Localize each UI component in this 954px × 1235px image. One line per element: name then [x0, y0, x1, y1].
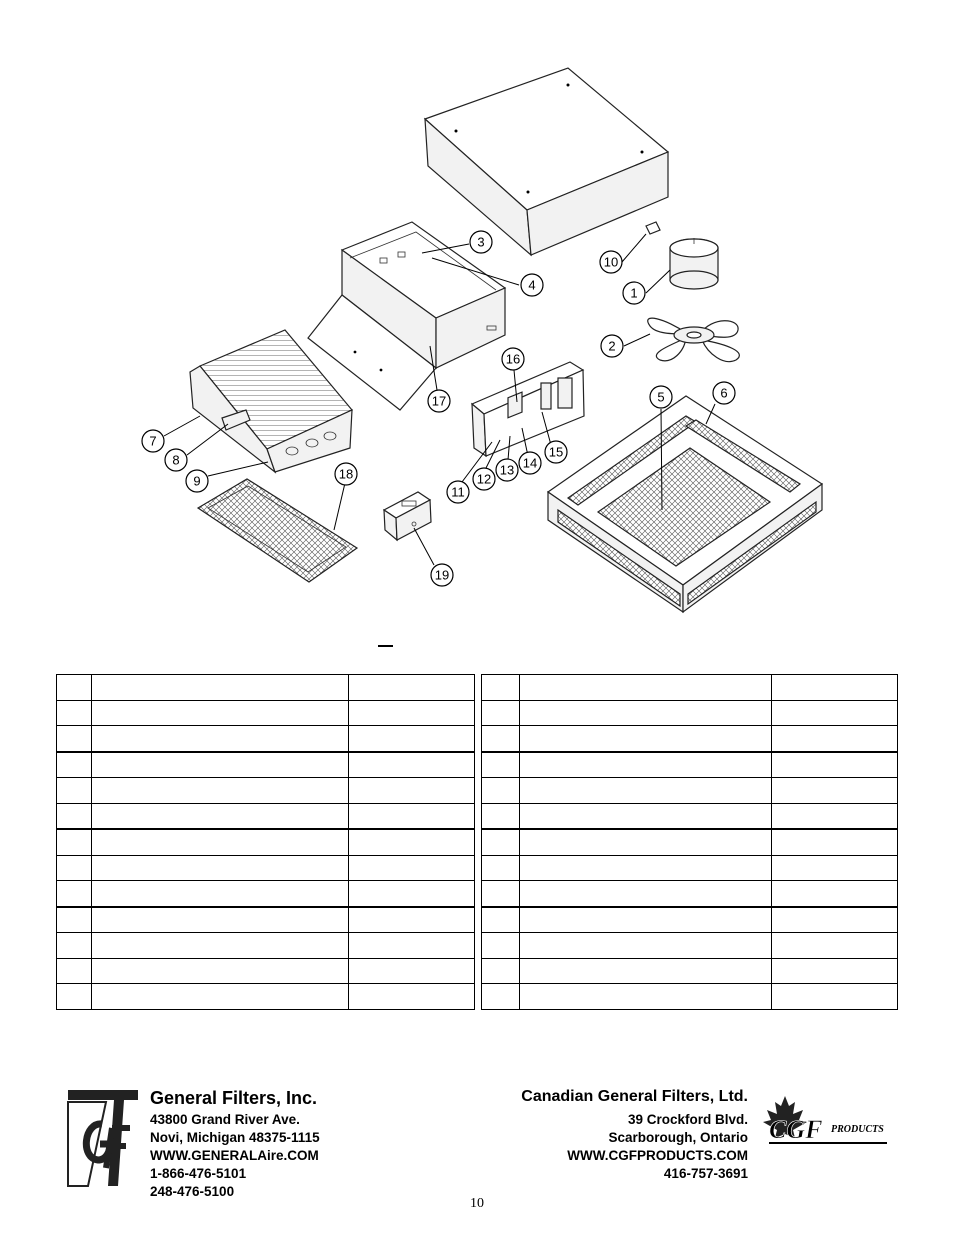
svg-text:4: 4 [528, 277, 536, 293]
table-row [57, 984, 475, 1010]
callout-4 [521, 274, 543, 296]
base-tray [548, 396, 822, 612]
us-phone-tollfree: 1-866-476-5101 [150, 1166, 247, 1181]
svg-text:CGF: CGF [769, 1115, 823, 1144]
us-company-name: General Filters, Inc. [150, 1088, 318, 1108]
table-row [57, 752, 475, 778]
ca-company-contact [567, 1111, 748, 1183]
table-row [57, 803, 475, 829]
table-row [482, 700, 898, 726]
table-row [482, 984, 898, 1010]
svg-text:5: 5 [657, 389, 665, 405]
svg-text:8: 8 [172, 452, 180, 468]
cabinet-cover [425, 68, 668, 255]
svg-text:14: 14 [522, 455, 538, 471]
table-row [57, 855, 475, 881]
svg-text:16: 16 [505, 351, 521, 367]
table-row [482, 933, 898, 959]
table-row [57, 778, 475, 804]
svg-text:1: 1 [630, 285, 638, 301]
table-row [57, 958, 475, 984]
svg-text:19: 19 [434, 567, 450, 583]
ca-company-name: Canadian General Filters, Ltd. [521, 1088, 748, 1105]
cgf-products-logo [763, 1094, 893, 1148]
callout-15 [545, 441, 567, 463]
callout-17 [428, 390, 450, 412]
table-row [482, 907, 898, 933]
callout-11 [447, 481, 469, 503]
svg-text:9: 9 [193, 473, 201, 489]
switch-box [384, 492, 431, 540]
callout-14 [519, 452, 541, 474]
table-row [57, 726, 475, 752]
callout-3 [470, 231, 492, 253]
callout-16 [502, 348, 524, 370]
svg-text:18: 18 [338, 466, 354, 482]
callout-18 [335, 463, 357, 485]
table-row [482, 855, 898, 881]
callout-9 [186, 470, 208, 492]
callout-13 [496, 459, 518, 481]
svg-text:2: 2 [608, 338, 616, 354]
table-row [482, 881, 898, 907]
us-address: 43800 Grand River Ave. [150, 1112, 300, 1127]
callout-12 [473, 468, 495, 490]
table-row [482, 752, 898, 778]
table-row [57, 675, 475, 701]
ca-city: Scarborough, Ontario [608, 1130, 748, 1145]
table-row [57, 933, 475, 959]
svg-text:6: 6 [720, 385, 728, 401]
callout-8 [165, 449, 187, 471]
table-row [482, 829, 898, 855]
callout-10 [600, 251, 622, 273]
table-row [482, 778, 898, 804]
table-row [482, 803, 898, 829]
us-phone: 248-476-5100 [150, 1184, 235, 1199]
callout-19 [431, 564, 453, 586]
filter-screen [198, 479, 357, 582]
table-row [482, 958, 898, 984]
us-website[interactable]: WWW.GENERALAire.COM [150, 1148, 319, 1163]
control-box [472, 362, 584, 456]
table-row [57, 700, 475, 726]
callout-5 [650, 386, 672, 408]
svg-text:15: 15 [548, 444, 564, 460]
us-city: Novi, Michigan 48375-1115 [150, 1130, 320, 1145]
motor [670, 238, 718, 289]
figure-caption-dash [378, 645, 393, 647]
page-number: 10 [470, 1196, 484, 1211]
ca-phone: 416-757-3691 [663, 1166, 748, 1181]
bracket [646, 222, 660, 234]
us-company-contact [150, 1111, 320, 1201]
svg-text:3: 3 [477, 234, 485, 250]
ca-website[interactable]: WWW.CGFPRODUCTS.COM [567, 1148, 748, 1163]
parts-table-right [481, 674, 898, 1010]
callout-7 [142, 430, 164, 452]
svg-text:12: 12 [476, 471, 492, 487]
table-row [57, 829, 475, 855]
svg-text:17: 17 [431, 393, 447, 409]
svg-text:13: 13 [499, 462, 515, 478]
parts-table-left [56, 674, 475, 1010]
table-row [482, 675, 898, 701]
svg-text:11: 11 [451, 484, 465, 500]
table-row [57, 881, 475, 907]
callout-1 [623, 282, 645, 304]
svg-text:7: 7 [149, 433, 157, 449]
table-row [57, 907, 475, 933]
table-row [482, 726, 898, 752]
callout-2 [601, 335, 623, 357]
callout-6 [713, 382, 735, 404]
ca-address: 39 Crockford Blvd. [627, 1112, 748, 1127]
general-filters-logo [66, 1088, 140, 1188]
svg-text:PRODUCTS: PRODUCTS [831, 1124, 884, 1135]
fan-blade [648, 318, 740, 361]
svg-text:10: 10 [603, 254, 619, 270]
